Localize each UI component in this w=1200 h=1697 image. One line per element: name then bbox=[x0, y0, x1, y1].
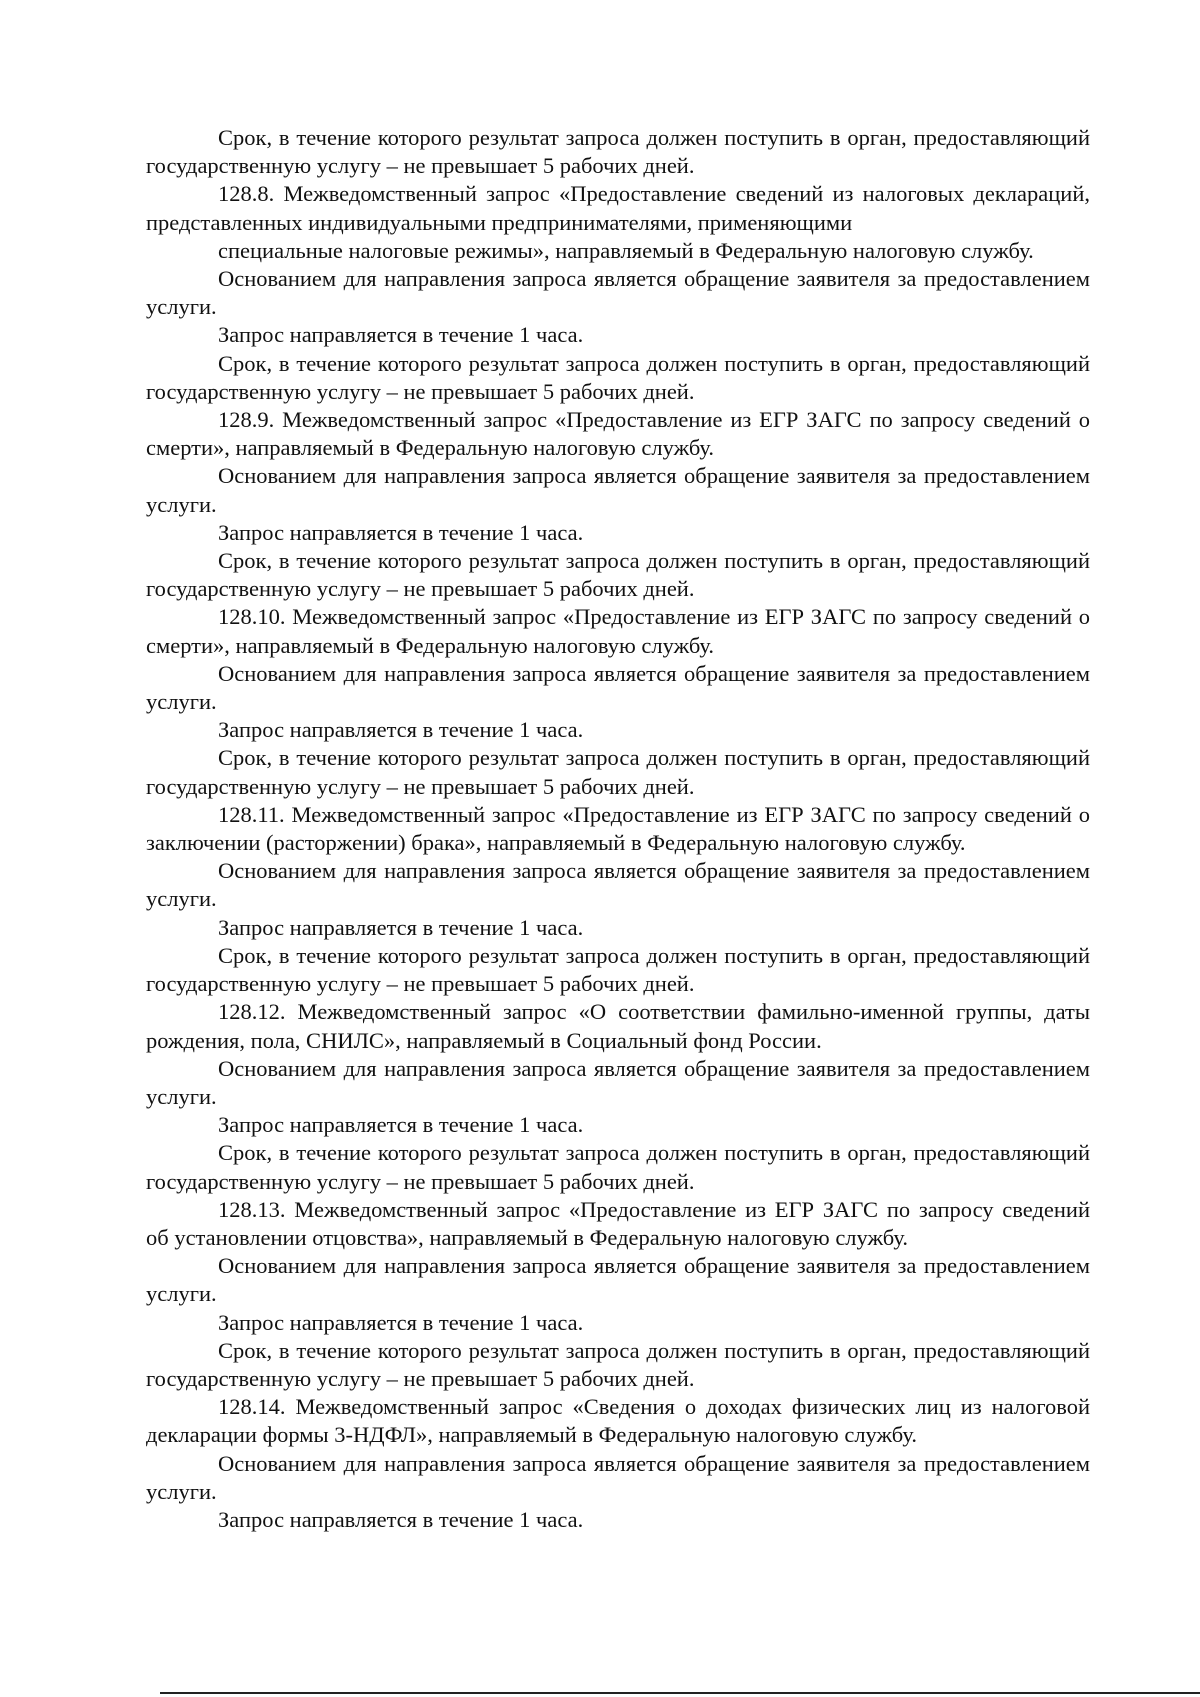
paragraph: Запрос направляется в течение 1 часа. bbox=[218, 519, 584, 545]
scan-edge-line bbox=[160, 1692, 1200, 1694]
paragraph: 128.11. Межведомственный запрос «Предоставление из ЕГР ЗАГС по запросу сведений о заключении (расторжении) брака», направляемый в Федеральную налоговую службу. bbox=[146, 801, 1090, 856]
paragraph: Запрос направляется в течение 1 часа. bbox=[218, 1112, 584, 1138]
paragraph: 128.12. Межведомственный запрос «О соответствии фамильно-именной группы, даты рождения, пола, СНИЛС», направляемый в Социальный фонд России. bbox=[146, 999, 1090, 1053]
paragraph: 128.13. Межведомственный запрос «Предоставление из ЕГР ЗАГС по запросу сведений об установлении отцовства», направляемый в Федеральную налоговую службу. bbox=[146, 1196, 1090, 1250]
paragraph: Срок, в течение которого результат запроса должен поступить в орган, предоставляющий государственную услугу – не превышает 5 рабочих дней. bbox=[146, 745, 1090, 799]
paragraph: Срок, в течение которого результат запроса должен поступить в орган, предоставляющий государственную услугу – не превышает 5 рабочих дней. bbox=[146, 548, 1090, 602]
paragraph: Запрос направляется в течение 1 часа. bbox=[218, 1506, 584, 1532]
paragraph: Срок, в течение которого результат запроса должен поступить в орган, предоставляющий государственную услугу – не превышает 5 рабочих дней. bbox=[146, 125, 1090, 179]
paragraph: Основанием для направления запроса является обращение заявителя за предоставлением услуги. bbox=[146, 1055, 1090, 1109]
paragraph: Запрос направляется в течение 1 часа. bbox=[218, 717, 584, 743]
paragraph: Срок, в течение которого результат запроса должен поступить в орган, предоставляющий государственную услугу – не превышает 5 рабочих дней. bbox=[146, 350, 1090, 404]
paragraph: Основанием для направления запроса является обращение заявителя за предоставлением услуги. bbox=[146, 463, 1090, 517]
paragraph: Запрос направляется в течение 1 часа. bbox=[218, 1309, 584, 1335]
document-body bbox=[146, 124, 1090, 1534]
paragraph: 128.14. Межведомственный запрос «Сведения о доходах физических лиц из налоговой декларации формы 3-НДФЛ», направляемый в Федеральную налоговую службу. bbox=[146, 1394, 1090, 1448]
paragraph: Основанием для направления запроса является обращение заявителя за предоставлением услуги. bbox=[146, 660, 1090, 715]
paragraph: 128.9. Межведомственный запрос «Предоставление из ЕГР ЗАГС по запросу сведений о смерти», направляемый в Федеральную налоговую службу. bbox=[146, 407, 1090, 461]
paragraph: Срок, в течение которого результат запроса должен поступить в орган, предоставляющий государственную услугу – не превышает 5 рабочих дней. bbox=[146, 942, 1090, 997]
paragraph: Основанием для направления запроса является обращение заявителя за предоставлением услуги. bbox=[146, 1450, 1090, 1504]
paragraph: Основанием для направления запроса является обращение заявителя за предоставлением услуги. bbox=[146, 1253, 1090, 1307]
paragraph: Запрос направляется в течение 1 часа. bbox=[218, 322, 584, 348]
paragraph: специальные налоговые режимы», направляемый в Федеральную налоговую службу. bbox=[218, 237, 1034, 263]
paragraph: 128.10. Межведомственный запрос «Предоставление из ЕГР ЗАГС по запросу сведений о смерти», направляемый в Федеральную налоговую службу. bbox=[146, 604, 1090, 658]
paragraph: Основанием для направления запроса является обращение заявителя за предоставлением услуги. bbox=[146, 266, 1090, 320]
paragraph: Основанием для направления запроса является обращение заявителя за предоставлением услуги. bbox=[146, 858, 1090, 912]
paragraph: Срок, в течение которого результат запроса должен поступить в орган, предоставляющий государственную услугу – не превышает 5 рабочих дней. bbox=[146, 1140, 1090, 1194]
paragraph: 128.8. Межведомственный запрос «Предоставление сведений из налоговых деклараций, представленных индивидуальными предпринимателями, применяющими bbox=[146, 181, 1090, 235]
paragraph: Срок, в течение которого результат запроса должен поступить в орган, предоставляющий государственную услугу – не превышает 5 рабочих дней. bbox=[146, 1337, 1090, 1391]
paragraph: Запрос направляется в течение 1 часа. bbox=[218, 914, 584, 940]
